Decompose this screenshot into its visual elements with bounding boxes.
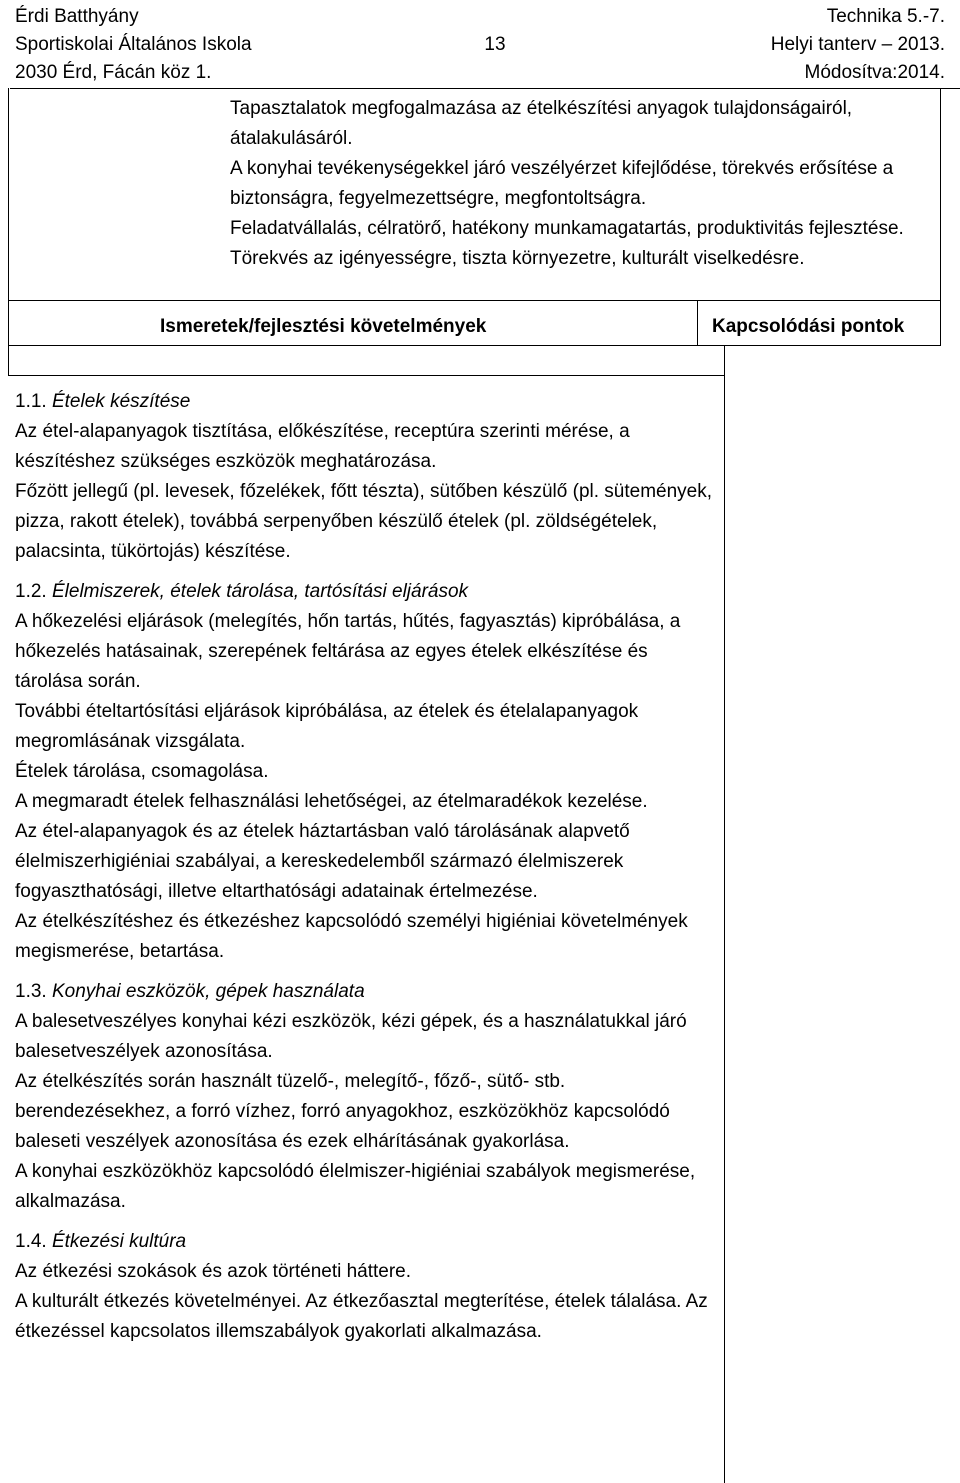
section-paragraph: A konyhai eszközökhöz kapcsolódó élelmiszer-higiéniai szabályok megismerése, alkalmazása. (15, 1161, 696, 1212)
section-number: 1.1. (15, 391, 47, 412)
section-title (15, 577, 715, 607)
knowledge-content (15, 387, 715, 1357)
section-paragraph: A kulturált étkezés követelményei. Az étkezőasztal megterítése, ételek tálalása. Az étkezéssel kapcsolatos illemszabályok gyakorlati alkalmazása. (15, 1291, 708, 1342)
section-title-text: Élelmiszerek, ételek tárolása, tartósítási eljárások (51, 581, 469, 602)
header-document-block (771, 3, 945, 87)
connections-column-header: Kapcsolódási pontok (712, 316, 905, 337)
section-paragraph: Az ételkészítéshez és étkezéshez kapcsolódó személyi higiéniai követelmények megismerése, betartása. (15, 911, 688, 962)
header-divider (10, 88, 960, 89)
section-paragraph: További ételtartósítási eljárások kipróbálása, az ételek és ételalapanyagok megromlásának vizsgálata. (15, 701, 639, 752)
section-number: 1.2. (15, 581, 47, 602)
table-column-divider (697, 300, 698, 345)
school-type: Sportiskolai Általános Iskola (15, 34, 252, 55)
table-header-bottom-line (8, 345, 940, 346)
header-school-block (15, 3, 252, 87)
school-address: 2030 Érd, Fácán köz 1. (15, 62, 212, 83)
section-title (15, 1227, 715, 1257)
table-spacer-row-line (8, 375, 724, 376)
section-dining-culture (15, 1227, 715, 1347)
goal-item: A konyhai tevékenységekkel járó veszélyérzet kifejlődése, törekvés erősítése a biztonságra, fegyelmezettségre, megfontoltságra. (230, 158, 894, 209)
table-header-top-line (8, 300, 940, 301)
section-paragraph: A hőkezelési eljárások (melegítés, hőn tartás, hűtés, fagyasztás) kipróbálása, a hőkezelés hatásainak, szerepének feltárása az egyes ételek elkészítése és tárolása során. (15, 611, 681, 692)
section-title-text: Ételek készítése (51, 391, 191, 412)
curriculum-label: Helyi tanterv – 2013. (770, 34, 945, 55)
section-paragraph: Az étel-alapanyagok tisztítása, előkészítése, receptúra szerinti mérése, a készítéshez szükséges eszközök meghatározása. (15, 421, 630, 472)
section-number: 1.3. (15, 981, 47, 1002)
table-spacer-left (8, 345, 9, 375)
section-paragraph: Az étkezési szokások és azok történeti háttere. (15, 1261, 412, 1282)
section-title (15, 977, 715, 1007)
connections-column-left (724, 345, 725, 1483)
development-goals (230, 94, 940, 274)
knowledge-column-header: Ismeretek/fejlesztési követelmények (160, 316, 487, 337)
section-title-text: Konyhai eszközök, gépek használata (51, 981, 365, 1002)
section-food-storage (15, 577, 715, 967)
section-paragraph: Az étel-alapanyagok és az ételek háztartásban való tárolásának alapvető élelmiszerhigiéniai szabályai, a kereskedelemből származó élelmiszerek fogyaszthatósági, illetve eltarthatósági adatainak értelmezése. (15, 821, 630, 902)
section-title (15, 387, 715, 417)
modified-label: Módosítva:2014. (804, 62, 945, 83)
section-paragraph: Az ételkészítés során használt tüzelő-, melegítő-, főző-, sütő- stb. berendezésekhez, a forró vízhez, forró anyagokhoz, eszközökhöz kapcsolódó baleseti veszélyek azonosítása és ezek elhárításának gyakorlása. (15, 1071, 670, 1152)
section-paragraph: A megmaradt ételek felhasználási lehetőségei, az ételmaradékok kezelése. (15, 791, 648, 812)
page-number-value: 13 (484, 34, 506, 55)
goal-item: Tapasztalatok megfogalmazása az ételkészítési anyagok tulajdonságairól, átalakulásáról. (230, 98, 853, 149)
page-header (15, 3, 945, 87)
section-paragraph: Főzött jellegű (pl. levesek, főzelékek, főtt tészta), sütőben készülő (pl. sütemények, pizza, rakott ételek), továbbá serpenyőben készülő ételek (pl. zöldségételek, palacsinta, tükörtojás) készítése. (15, 481, 713, 562)
subject-label: Technika 5.-7. (826, 6, 945, 27)
section-food-preparation (15, 387, 715, 567)
section-paragraph: Ételek tárolása, csomagolása. (15, 761, 269, 782)
table-right-border (940, 88, 941, 346)
section-kitchen-tools (15, 977, 715, 1217)
page-number (470, 3, 520, 59)
school-name: Érdi Batthyány (15, 6, 139, 27)
section-title-text: Étkezési kultúra (51, 1231, 187, 1252)
section-number: 1.4. (15, 1231, 47, 1252)
table-left-border (8, 88, 9, 346)
goal-item: Feladatvállalás, célratörő, hatékony munkamagatartás, produktivitás fejlesztése. (230, 218, 904, 239)
section-paragraph: A balesetveszélyes konyhai kézi eszközök, kézi gépek, és a használatukkal járó balesetveszélyek azonosítása. (15, 1011, 687, 1062)
goal-item: Törekvés az igényességre, tiszta környezetre, kulturált viselkedésre. (230, 248, 805, 269)
